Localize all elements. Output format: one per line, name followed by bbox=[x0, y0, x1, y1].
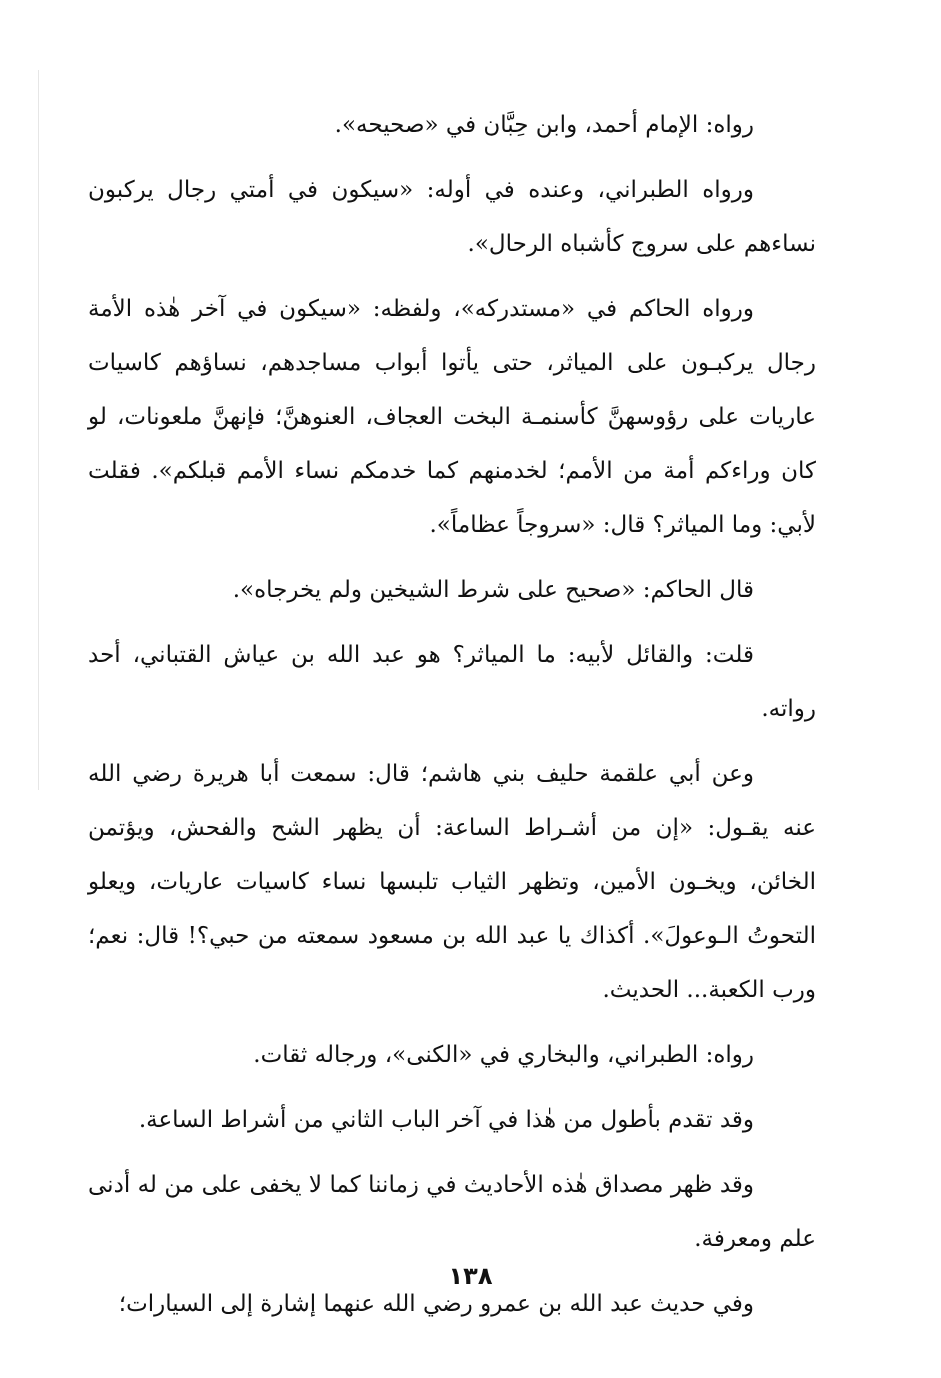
paragraph-5: قلت: والقائل لأبيه: ما المياثر؟ هو عبد الله بن عياش القتباني، أحد رواته. bbox=[88, 642, 816, 722]
paragraph-4: قال الحاكم: «صحيح على شرط الشيخين ولم يخرجاه». bbox=[232, 577, 754, 603]
paragraph-9: وقد ظهر مصداق هٰذه الأحاديث في زماننا كما لا يخفى على من له أدنى علم ومعرفة. bbox=[88, 1172, 816, 1252]
paragraph-3: ورواه الحاكم في «مستدركه»، ولفظه: «سيكون في آخر هٰذه الأمة رجال يركبـون على المياثر، حتى يأتوا أبواب مساجدهم، نساؤهم كاسيات عاريات على رؤوسهنَّ كأسنمـة البخت العجاف، العنوهنَّ؛ فإنهنَّ ملعونات، لو كان وراءكم أمة من الأمم؛ لخدمنهم كما خدمكم نساء الأمم قبلكم». فقلت لأبي: وما المياثر؟ قال: «سروجاً عظاماً». bbox=[88, 296, 816, 538]
paragraph-8: وقد تقدم بأطول من هٰذا في آخر الباب الثاني من أشراط الساعة. bbox=[138, 1107, 754, 1133]
paragraph-6: وعن أبي علقمة حليف بني هاشم؛ قال: سمعت أبا هريرة رضي الله عنه يقـول: «إن من أشـراط الساعة: أن يظهر الشح والفحش، ويؤتمن الخائن، ويخـون الأمين، وتظهر الثياب تلبسها نساء كاسيات عاريات، ويعلو التحوتُ الـوعولَ». أكذاك يا عبد الله بن مسعود سمعته من حبي؟! قال: نعم؛ ورب الكعبة... الحديث. bbox=[88, 761, 816, 1003]
page-number: ١٣٨ bbox=[448, 1262, 493, 1290]
paragraph-1: رواه: الإمام أحمد، وابن حِبَّان في «صحيحه». bbox=[334, 112, 754, 138]
paragraph-2: ورواه الطبراني، وعنده في أوله: «سيكون في أمتي رجال يركبون نساءهم على سروج كأشباه الرحال». bbox=[88, 177, 816, 257]
paragraph-10: وفي حديث عبد الله بن عمرو رضي الله عنهما إشارة إلى السيارات؛ bbox=[118, 1291, 754, 1317]
page-fold-shadow bbox=[38, 70, 39, 790]
paragraph-7: رواه: الطبراني، والبخاري في «الكنى»، ورجاله ثقات. bbox=[253, 1042, 754, 1068]
body-text bbox=[88, 98, 816, 1342]
